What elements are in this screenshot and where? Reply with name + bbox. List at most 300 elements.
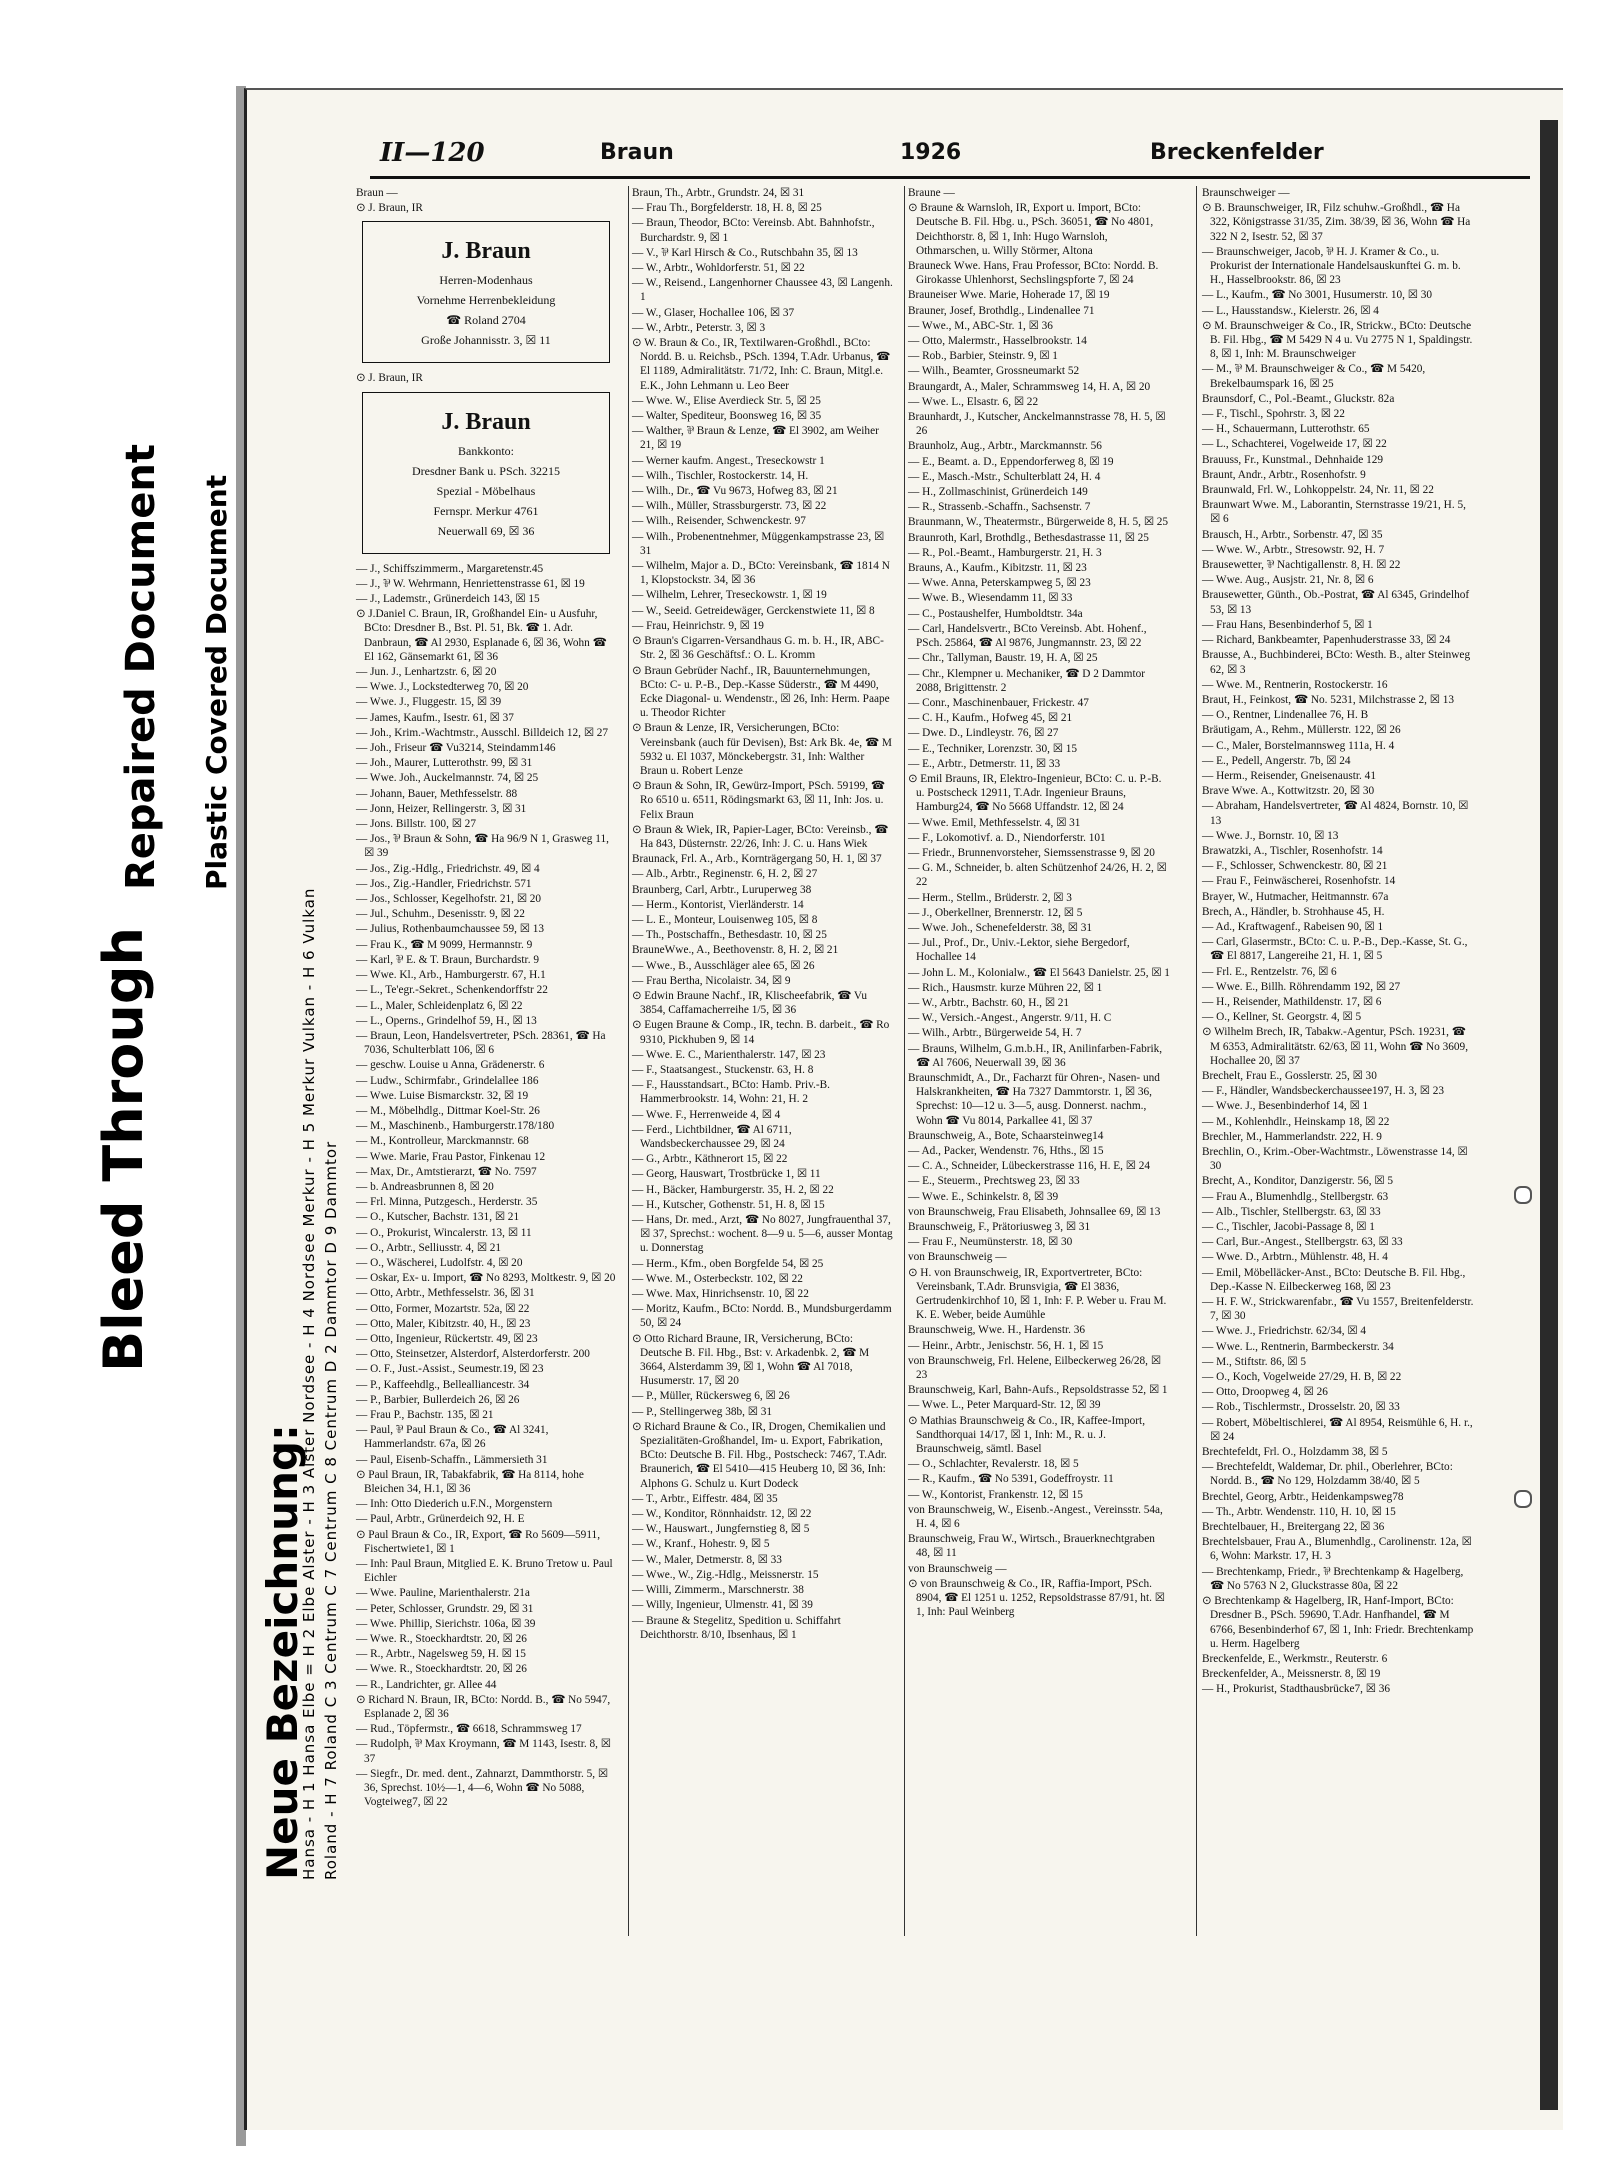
list-item: Brecht, A., Konditor, Danzigerstr. 56, ☒ 5 xyxy=(1202,1175,1394,1188)
list-item: — M., Kohlenhdlr., Heinskamp 18, ☒ 22 xyxy=(1202,1115,1390,1128)
list-item: — Inh: Otto Diederich u.F.N., Morgenstern xyxy=(356,1498,553,1511)
list-item: — Frau F., Neumünsterstr. 18, ☒ 30 xyxy=(908,1236,1073,1249)
list-item: — M., ⅌ M. Braunschweiger & Co., ☎ M 5420, Brekelbaumspark 16, ☒ 25 xyxy=(1202,363,1426,390)
list-item: — Otto, Former, Mozartstr. 52a, ☒ 22 xyxy=(356,1302,530,1315)
list-item: — R., Strassenb.-Schaffn., Sachsenstr. 7 xyxy=(908,501,1091,514)
header-rule xyxy=(370,176,1530,179)
list-item: Breckenfelder, A., Meissnerstr. 8, ☒ 19 xyxy=(1202,1668,1381,1681)
list-item: — Rob., Tischlermstr., Drosselstr. 20, ☒ 33 xyxy=(1202,1401,1400,1414)
list-item: Braunhardt, J., Kutscher, Anckelmannstrasse 78, H. 5, ☒ 26 xyxy=(908,411,1166,438)
list-item: — L., Maler, Schleidenplatz 6, ☒ 22 xyxy=(356,999,523,1012)
list-item: ⊙ Braun Gebrüder Nachf., IR, Bauunternehmungen, BCto: C- u. P.-B., Dep.-Kasse Süderstr., ☎ M 4490, Ecke Diagonal- u. Wendenstr., ☒ 26, Inh: Herm. Paape u. Theodor Richter xyxy=(632,664,890,720)
list-item: — Otto, Malermstr., Hasselbrookstr. 14 xyxy=(908,335,1087,348)
list-item: — F., Tischl., Spohrstr. 3, ☒ 22 xyxy=(1202,408,1345,421)
list-item: — Max, Dr., Amtstierarzt, ☎ No. 7597 xyxy=(356,1165,537,1178)
list-item: — Jul., Prof., Dr., Univ.-Lektor, siehe Bergedorf, Hochallee 14 xyxy=(908,937,1130,964)
page-header xyxy=(380,136,1530,176)
list-item: — W., Hauswart., Jungfernstieg 8, ☒ 5 xyxy=(632,1523,810,1536)
list-item: — Jos., Schlosser, Kegelhofstr. 21, ☒ 20 xyxy=(356,893,542,906)
list-item: — F., Hausstandsart., BCto: Hamb. Priv.-B. Hammerbrookstr. 14, Wohn: 21, H. 2 xyxy=(632,1079,830,1106)
list-item: ⊙ J. Braun, IR xyxy=(356,372,423,385)
side-note-neue: Neue Bezeichnung: xyxy=(258,1424,307,1880)
list-item: — O., Rentner, Lindenallee 76, H. B xyxy=(1202,709,1369,722)
list-item: — E., Beamt. a. D., Eppendorferweg 8, ☒ 19 xyxy=(908,455,1114,468)
list-item: — Frau K., ☎ M 9099, Hermannstr. 9 xyxy=(356,938,533,951)
list-item: Braunmann, W., Theatermstr., Bürgerweide 8, H. 5, ☒ 25 xyxy=(908,516,1169,529)
list-item: — Otto, Ingenieur, Rückertstr. 49, ☒ 23 xyxy=(356,1332,538,1345)
list-item: — Wwe. R., Stoeckhardtstr. 20, ☒ 26 xyxy=(356,1663,527,1676)
column-4 xyxy=(1202,186,1476,1698)
list-item: — Ferd., Lichtbildner, ☎ Al 6711, Wandsbeckerchaussee 29, ☒ 24 xyxy=(632,1123,792,1150)
ad-title: J. Braun xyxy=(441,238,531,265)
list-item: — O. F., Just.-Assist., Seumestr.19, ☒ 23 xyxy=(356,1363,544,1376)
list-item: — Johann, Bauer, Methfesselstr. 88 xyxy=(356,787,518,800)
list-item: — Jons. Billstr. 100, ☒ 27 xyxy=(356,818,476,831)
list-item: — R., Arbtr., Nagelsweg 59, H. ☒ 15 xyxy=(356,1648,526,1661)
list-item: — J., Oberkellner, Brennerstr. 12, ☒ 5 xyxy=(908,906,1083,919)
list-item: — Jonn, Heizer, Rellingerstr. 3, ☒ 31 xyxy=(356,802,527,815)
list-item: — Hans, Dr. med., Arzt, ☎ No 8027, Jungfrauenthal 37, ☒ 37, Sprechst.: wochent. 8—9 u. 5—6, ausser Montag u. Donnerstag xyxy=(632,1214,893,1255)
list-item: — H., Prokurist, Stadthausbrücke7, ☒ 36 xyxy=(1202,1683,1391,1696)
list-item: — W., Kranf., Hohestr. 9, ☒ 5 xyxy=(632,1538,770,1551)
list-item: — Dwe. D., Lindleystr. 76, ☒ 27 xyxy=(908,727,1059,740)
list-item: — Wilh., Müller, Strassburgerstr. 73, ☒ 22 xyxy=(632,500,827,513)
list-item: — E., Pedell, Angerstr. 7b, ☒ 24 xyxy=(1202,754,1351,767)
ad-line: Vornehme Herrenbekleidung xyxy=(416,293,556,308)
list-item: — Frl. Minna, Putzgesch., Herderstr. 35 xyxy=(356,1196,538,1209)
list-item: — F., Schlosser, Schwenckestr. 80, ☒ 21 xyxy=(1202,860,1388,873)
list-item: — Wwe. J., Besenbinderhof 14, ☒ 1 xyxy=(1202,1100,1369,1113)
list-item: — Inh: Paul Braun, Mitglied E. K. Bruno Tretow u. Paul Eichler xyxy=(356,1558,613,1585)
side-note-line2: Roland - H 7 Roland C 3 Centrum C 7 Centrum C 8 Centrum D 2 Dammtor D 9 Dammtor xyxy=(322,1140,340,1880)
list-item: ⊙ Edwin Braune Nachf., IR, Klischeefabrik, ☎ Vu 3854, Caffamacherreihe 1/5, ☒ 36 xyxy=(632,989,868,1017)
list-item: — Th., Postschaffn., Bethesdastr. 10, ☒ 25 xyxy=(632,929,827,942)
punch-hole xyxy=(1514,1186,1532,1204)
list-item: — Wwe. Kl., Arb., Hamburgerstr. 67, H.1 xyxy=(356,969,546,982)
list-item: — Carl, Bur.-Angest., Stellbergstr. 63, ☒ 33 xyxy=(1202,1236,1403,1249)
list-item: von Braunschweig, Frl. Helene, Eilbeckerweg 26/28, ☒ 23 xyxy=(908,1354,1161,1382)
list-item: — O., Schlachter, Revalerstr. 18, ☒ 5 xyxy=(908,1458,1079,1471)
list-item: — Willi, Zimmerm., Marschnerstr. 38 xyxy=(632,1584,804,1597)
list-item: — Otto, Maler, Kibitzstr. 40, H., ☒ 23 xyxy=(356,1317,531,1330)
list-item: — Wwe. J., Friedrichstr. 62/34, ☒ 4 xyxy=(1202,1325,1366,1338)
list-item: — Wwe. Luise Bismarckstr. 32, ☒ 19 xyxy=(356,1089,529,1102)
binding-strip xyxy=(1540,120,1558,2110)
list-item: — W., Maler, Detmerstr. 8, ☒ 33 xyxy=(632,1553,782,1566)
list-item: Brausse, A., Buchbinderei, BCto: Westh. B., alter Steinweg 62, ☒ 3 xyxy=(1202,649,1471,676)
column-divider xyxy=(628,186,629,1936)
list-item: — Wwe. E. C., Marienthalerstr. 147, ☒ 23 xyxy=(632,1048,826,1061)
list-item: — T., Arbtr., Eiffestr. 484, ☒ 35 xyxy=(632,1492,778,1505)
list-item: — Wwe. L., Rentnerin, Barmbeckerstr. 34 xyxy=(1202,1340,1394,1353)
list-item: — Wilh., Beamter, Grossneumarkt 52 xyxy=(908,365,1080,378)
list-item: — Wwe. M., Rentnerin, Rostockerstr. 16 xyxy=(1202,678,1388,691)
list-item: Breckenfelde, E., Werkmstr., Reuterstr. 6 xyxy=(1202,1652,1388,1665)
list-item: — Frau Th., Borgfelderstr. 18, H. 8, ☒ 25 xyxy=(632,202,822,215)
list-item: — Conr., Maschinenbauer, Frickestr. 47 xyxy=(908,696,1089,709)
list-item: Brausch, H., Arbtr., Sorbenstr. 47, ☒ 35 xyxy=(1202,528,1383,541)
list-item: ⊙ Braun & Lenze, IR, Versicherungen, BCto: Vereinsbank (auch für Devisen), Bst: Ark Bk. 4e, ☎ M 5932 u. El 1037, Mönckebergstr. 31, Inh: Walther Braun u. Robert Lenze xyxy=(632,722,892,777)
list-item: — Wwe. B., Wiesendamm 11, ☒ 33 xyxy=(908,592,1073,605)
list-item: ⊙ Richard Braune & Co., IR, Drogen, Chemikalien und Spezialitäten-Großhandel, Im- u. Export, Fabrikation, BCto: Deutsche B. Fil. Hbg., Postscheck: 7467, T.Adr. Braunerich, ☎ El 5410—415 Heuberg 10, ☒ 36, Inh: Alphons G. Schulz u. Kurt Dodeck xyxy=(632,1420,887,1490)
list-item: — Wwe. D., Arbtrn., Mühlenstr. 48, H. 4 xyxy=(1202,1251,1388,1264)
list-item: Brechler, M., Hammerlandstr. 222, H. 9 xyxy=(1202,1130,1382,1143)
ad-line: Bankkonto: xyxy=(458,443,514,458)
list-item: — Wwe. Anna, Peterskampweg 5, ☒ 23 xyxy=(908,577,1091,590)
list-item: Braunt, Andr., Arbtr., Rosenhofstr. 9 xyxy=(1202,468,1366,481)
list-item: — James, Kaufm., Isestr. 61, ☒ 37 xyxy=(356,711,514,724)
list-item: — Jos., Zig.-Hdlg., Friedrichstr. 49, ☒ 4 xyxy=(356,862,540,875)
list-item: — W., Reisend., Langenhorner Chaussee 43, ☒ Langenh. 1 xyxy=(632,277,893,304)
list-item: Braunschmidt, A., Dr., Facharzt für Ohren-, Nasen- und Halskrankheiten, ☎ Ha 7327 Dammtorstr. 1, ☒ 36, Sprechst: 10—12 u. 3—5, ausg. Donnerst. nachm., Wohn ☎ Vu 8014, Parkallee 41, ☒ 37 xyxy=(908,1071,1160,1127)
list-item: Braunschweiger — xyxy=(1202,187,1290,199)
list-item: — Wwe., W., Zig.-Hdlg., Meissnerstr. 15 xyxy=(632,1568,819,1581)
list-item: — Ad., Kraftwagenf., Rabeisen 90, ☒ 1 xyxy=(1202,920,1384,933)
list-item: — Brechtenkamp, Friedr., ⅌ Brechtenkamp & Hagelberg, ☎ No 5763 N 2, Gluckstrasse 80a, ☒ 22 xyxy=(1202,1565,1464,1592)
list-item: — C. A., Schneider, Lübeckerstrasse 116, H. E, ☒ 24 xyxy=(908,1160,1151,1173)
list-item: ⊙ Braun's Cigarren-Versandhaus G. m. b. H., IR, ABC-Str. 2, ☒ 36 Geschäftsf.: O. L. Kromm xyxy=(632,635,884,662)
ad-line: ☎ Roland 2704 xyxy=(446,313,526,328)
list-item: Brechtelbauer, H., Breitergang 22, ☒ 36 xyxy=(1202,1521,1385,1534)
list-item: — Walther, ⅌ Braun & Lenze, ☎ El 3902, am Weiher 21, ☒ 19 xyxy=(632,425,879,452)
list-item: Braunberg, Carl, Arbtr., Luruperweg 38 xyxy=(632,883,812,896)
list-item: — J., Schiffszimmerm., Margaretenstr.45 xyxy=(356,562,544,575)
list-item: — L., Schachterei, Vogelweide 17, ☒ 22 xyxy=(1202,438,1387,451)
list-item: — C., Postaushelfer, Humboldtstr. 34a xyxy=(908,607,1083,620)
list-item: — Emil, Möbelläcker-Anst., BCto: Deutsche B. Fil. Hbg., Dep.-Kasse N. Eilbeckerweg 168, ☒ 23 xyxy=(1202,1266,1466,1293)
list-item: — Wwe. Joh., Schenefelderstr. 38, ☒ 31 xyxy=(908,921,1093,934)
list-item: — Wwe. Marie, Frau Pastor, Finkenau 12 xyxy=(356,1150,546,1163)
list-item: — Jos., Zig.-Handler, Friedrichstr. 571 xyxy=(356,877,532,890)
header-left-word: Braun xyxy=(600,140,674,165)
list-item: — O., Prokurist, Wincalerstr. 13, ☒ 11 xyxy=(356,1226,532,1239)
list-item: ⊙ Paul Braun & Co., IR, Export, ☎ Ro 5609—5911, Fischertwiete1, ☒ 1 xyxy=(356,1528,601,1555)
list-item: Braunroth, Karl, Brothdlg., Bethesdastrasse 11, ☒ 25 xyxy=(908,531,1149,544)
list-item: Braunschweig, Wwe. H., Hardenstr. 36 xyxy=(908,1324,1086,1337)
ad-line: Neuerwall 69, ☒ 36 xyxy=(437,523,535,538)
list-item: — Wwe. E., Billh. Röhrendamm 192, ☒ 27 xyxy=(1202,980,1401,993)
list-item: — Chr., Klempner u. Mechaniker, ☎ D 2 Dammtor 2088, Brigittenstr. 2 xyxy=(908,667,1145,694)
list-item: ⊙ Emil Brauns, IR, Elektro-Ingenieur, BCto: C. u. P.-B. u. Postscheck 12911, T.Adr. Ingenieur Brauns, Hamburg24, ☎ No 5668 Uffandstr. 12, ☒ 24 xyxy=(908,772,1162,814)
list-item: Braune — xyxy=(908,187,955,199)
list-item: — Wwe., B., Ausschläger alee 65, ☒ 26 xyxy=(632,959,815,972)
column-divider xyxy=(1196,186,1197,1936)
column-divider xyxy=(904,186,905,1936)
list-item: Brausewetter, ⅌ Nachtigallenstr. 8, H. ☒ 22 xyxy=(1202,559,1401,572)
punch-hole xyxy=(1514,1490,1532,1508)
list-item: — Wwe. W., Elise Averdieck Str. 5, ☒ 25 xyxy=(632,394,821,407)
list-item: — Braune & Stegelitz, Spedition u. Schiffahrt Deichthorstr. 8/10, Ibsenhaus, ☒ 1 xyxy=(632,1614,841,1641)
list-item: — Herm., Kfm., oben Borgfelde 54, ☒ 25 xyxy=(632,1257,824,1270)
list-item: Brechtel, Georg, Arbtr., Heidenkampsweg78 xyxy=(1202,1490,1404,1503)
list-item: — Wilh., Dr., ☎ Vu 9673, Hofweg 83, ☒ 21 xyxy=(632,485,838,498)
list-item: — Wilh., Tischler, Rostockerstr. 14, H. xyxy=(632,469,809,482)
list-item: — Joh., Friseur ☎ Vu3214, Steindamm146 xyxy=(356,742,556,755)
ad-line: Dresdner Bank u. PSch. 32215 xyxy=(412,463,560,478)
list-item: — Wwe. W., Arbtr., Stresowstr. 92, H. 7 xyxy=(1202,543,1385,556)
list-item: — Jos., ⅌ Braun & Sohn, ☎ Ha 96/9 N 1, Grasweg 11, ☒ 39 xyxy=(356,833,609,860)
list-item: — Julius, Rothenbaumchaussee 59, ☒ 13 xyxy=(356,923,545,936)
ad-line: Herren-Modenhaus xyxy=(439,273,533,288)
list-item: — Werner kaufm. Angest., Treseckowstr 1 xyxy=(632,454,825,467)
list-item: ⊙ Mathias Braunschweig & Co., IR, Kaffee-Import, Sandthorquai 14/17, ☒ 1, Inh: M., R. u. J. Braunschweig, sämtl. Basel xyxy=(908,1414,1146,1456)
list-item: — Herm., Stellm., Brüderstr. 2, ☒ 3 xyxy=(908,891,1072,904)
side-note-line1: Hansa - H 1 Hansa Elbe = H 2 Elbe Alster - H 3 Alster Nordsee - H 4 Nordsee Merkur - H 5 Merkur Vulkan - H 6 Vulkan xyxy=(300,887,318,1880)
side-note-plastic: Plastic Covered Document xyxy=(200,474,233,890)
list-item: ⊙ Braune & Warnsloh, IR, Export u. Import, BCto: Deutsche B. Fil. Hbg. u., PSch. 36051, ☎ No 4801, Deichthorstr. 8, ☒ 1, Inh: Hugo Warnsloh, Othmarschen, u. Willy Störmer, Altona xyxy=(908,202,1154,257)
list-item: — Richard, Bankbeamter, Papenhuderstrasse 33, ☒ 24 xyxy=(1202,634,1451,647)
list-item: — Wwe. F., Herrenweide 4, ☒ 4 xyxy=(632,1108,781,1121)
list-item: ⊙ Richard N. Braun, IR, BCto: Nordd. B., ☎ No 5947, Esplanade 2, ☒ 36 xyxy=(356,1693,611,1721)
ad-line: Fernspr. Merkur 4761 xyxy=(433,503,539,518)
list-item: — Wwe. E., Schinkelstr. 8, ☒ 39 xyxy=(908,1190,1059,1203)
list-item: — Braun, Leon, Handelsvertreter, PSch. 28361, ☎ Ha 7036, Schulterblatt 106, ☒ 6 xyxy=(356,1029,606,1057)
list-item: — Joh., Maurer, Lutterothstr. 99, ☒ 31 xyxy=(356,757,533,770)
ad-line: Große Johannisstr. 3, ☒ 11 xyxy=(421,333,551,348)
list-item: Brauneck Wwe. Hans, Frau Professor, BCto: Nordd. B. Girokasse Uhlenhorst, Sechslingspforte 7, ☒ 24 xyxy=(908,260,1159,287)
column-3 xyxy=(908,186,1170,1621)
list-item: — Braun, Theodor, BCto: Vereinsb. Abt. Bahnhofstr., Burchardstr. 9, ☒ 1 xyxy=(632,217,875,244)
list-item: — Frl. E., Rentzelstr. 76, ☒ 6 xyxy=(1202,965,1337,978)
list-item: — O., Kellner, St. Georgstr. 4, ☒ 5 xyxy=(1202,1011,1362,1024)
list-item: Bräutigam, A., Rehm., Müllerstr. 122, ☒ 26 xyxy=(1202,724,1401,737)
list-item: — M., Möbelhdlg., Dittmar Koel-Str. 26 xyxy=(356,1104,540,1117)
side-note-repaired: Repaired Document xyxy=(118,444,164,890)
list-item: — Rud., Töpfermstr., ☎ 6618, Schrammsweg 17 xyxy=(356,1723,582,1736)
list-item: — W., Arbtr., Peterstr. 3, ☒ 3 xyxy=(632,321,766,334)
list-item: — Paul, Eisenb-Schaffn., Lämmersieth 31 xyxy=(356,1453,548,1466)
list-item: ⊙ Braun & Sohn, IR, Gewürz-Import, PSch. 59199, ☎ Ro 6510 u. 6511, Rödingsmarkt 63, ☒ 11, Inh: Jos. u. Felix Braun xyxy=(632,780,885,821)
list-item: — C., Tischler, Jacobi-Passage 8, ☒ 1 xyxy=(1202,1221,1375,1234)
header-year: 1926 xyxy=(900,140,962,165)
list-item: Brechelt, Frau E., Gosslerstr. 25, ☒ 30 xyxy=(1202,1069,1377,1082)
list-item: von Braunschweig — xyxy=(908,1562,1007,1575)
list-item: — Ad., Packer, Wendenstr. 76, Hths., ☒ 15 xyxy=(908,1145,1104,1157)
list-item: — J., ⅌ W. Wehrmann, Henriettenstrasse 61, ☒ 19 xyxy=(356,577,585,590)
list-item: — Willy, Ingenieur, Ulmenstr. 41, ☒ 39 xyxy=(632,1599,813,1612)
list-item: — H., Kutscher, Gothenstr. 51, H. 8, ☒ 15 xyxy=(632,1198,825,1211)
list-item: — L., Operns., Grindelhof 59, H., ☒ 13 xyxy=(356,1014,537,1027)
list-item: Brayer, W., Hutmacher, Heitmannstr. 67a xyxy=(1202,890,1389,903)
list-item: — Ludw., Schirmfabr., Grindelallee 186 xyxy=(356,1074,539,1087)
list-item: — John L. M., Kolonialw., ☎ El 5643 Danielstr. 25, ☒ 1 xyxy=(908,966,1170,979)
list-item: — Brechtefeldt, Waldemar, Dr. phil., Oberlehrer, BCto: Nordd. B., ☎ No 129, Holzdamm 38/40, ☒ 5 xyxy=(1202,1461,1453,1488)
ad-line: Spezial - Möbelhaus xyxy=(436,483,536,498)
list-item: Braunholz, Aug., Arbtr., Marckmannstr. 56 xyxy=(908,440,1102,453)
list-item: — H., Bäcker, Hamburgerstr. 35, H. 2, ☒ 22 xyxy=(632,1183,834,1196)
list-item: — Chr., Tallyman, Baustr. 19, H. A, ☒ 25 xyxy=(908,652,1098,665)
list-item: — Wwe. M., Osterbeckstr. 102, ☒ 22 xyxy=(632,1272,803,1285)
list-item: — W., Glaser, Hochallee 106, ☒ 37 xyxy=(632,306,795,319)
list-item: Braunack, Frl. A., Arb., Kornträgergang 50, H. 1, ☒ 37 xyxy=(632,853,882,866)
advertisement-box xyxy=(362,392,610,554)
list-item: — Oskar, Ex- u. Import, ☎ No 8293, Moltkestr. 9, ☒ 20 xyxy=(356,1272,616,1285)
list-item: — E., Masch.-Mstr., Schulterblatt 24, H. 4 xyxy=(908,470,1101,483)
list-item: — O., Arbtr., Selliusstr. 4, ☒ 21 xyxy=(356,1241,502,1254)
list-item: — Frau F., Feinwäscherei, Rosenhofstr. 14 xyxy=(1202,875,1396,888)
list-item: — Otto, Arbtr., Methfesselstr. 36, ☒ 31 xyxy=(356,1287,535,1300)
list-item: — Wwe. Pauline, Marienthalerstr. 21a xyxy=(356,1587,530,1600)
list-item: Braut, H., Feinkost, ☎ No. 5231, Milchstrasse 2, ☒ 13 xyxy=(1202,693,1455,706)
list-item: — Herm., Reisender, Gneisenaustr. 41 xyxy=(1202,769,1376,782)
list-item: — Jun. J., Lenhartzstr. 6, ☒ 20 xyxy=(356,666,497,679)
list-item: — P., Stellingerweg 38b, ☒ 31 xyxy=(632,1405,773,1418)
list-item: — Wilhelm, Major a. D., BCto: Vereinsbank, ☎ 1814 N 1, Klopstockstr. 34, ☒ 36 xyxy=(632,560,890,587)
list-item: ⊙ J.Daniel C. Braun, IR, Großhandel Ein- u Ausfuhr, BCto: Dresdner B., Bst. Pl. 51, Bk. ☎ 1. Adr. Danbraun, ☎ Al 2930, Esplanade 6, ☒ 36, Wohn ☎ El 162, Gänsemarkt 61, ☒ 36 xyxy=(356,608,607,663)
list-item: ⊙ Braun & Wiek, IR, Papier-Lager, BCto: Vereinsb., ☎ Ha 843, Düsternstr. 22/26, Inh: J. C. u. Hans Wiek xyxy=(632,823,889,850)
list-item: — geschw. Louise u Anna, Grädenerstr. 6 xyxy=(356,1059,545,1072)
list-item: BrauneWwe., A., Beethovenstr. 8, H. 2, ☒ 21 xyxy=(632,944,839,957)
list-item: — Karl, ⅌ E. & T. Braun, Burchardstr. 9 xyxy=(356,953,539,966)
list-item: — Walter, Spediteur, Boonsweg 16, ☒ 35 xyxy=(632,410,822,423)
list-item: — W., Arbtr., Bachstr. 60, H., ☒ 21 xyxy=(908,996,1070,1009)
list-item: — Otto, Steinsetzer, Alsterdorf, Alsterdorferstr. 200 xyxy=(356,1348,590,1361)
list-item: ⊙ Otto Richard Braune, IR, Versicherung, BCto: Deutsche B. Fil. Hbg., Bst: v. Arkadenbk. 2, ☎ M 3664, Alsterdamm 39, ☒ 1, Wohn ☎ Al 7018, Husumerstr. 17, ☒ 20 xyxy=(632,1332,870,1388)
page-number: II—120 xyxy=(380,138,485,168)
list-item: — Th., Arbtr. Wendenstr. 110, H. 10, ☒ 15 xyxy=(1202,1505,1396,1518)
list-item: — Wwe. Emil, Methfesselstr. 4, ☒ 31 xyxy=(908,816,1081,829)
list-item: — Wwe. J., Fluggestr. 15, ☒ 39 xyxy=(356,696,502,709)
list-item: — Wwe. J., Lockstedterweg 70, ☒ 20 xyxy=(356,681,529,694)
list-item: — F., Lokomotivf. a. D., Niendorferstr. 101 xyxy=(908,831,1106,844)
side-note-bleed: Bleed Through xyxy=(92,927,155,1372)
list-item: — Frau Bertha, Nicolaistr. 34, ☒ 9 xyxy=(632,974,791,987)
list-item: — b. Andreasbrunnen 8, ☒ 20 xyxy=(356,1180,494,1193)
list-item: — Wwe. Phillip, Sierichstr. 106a, ☒ 39 xyxy=(356,1617,536,1630)
list-item: ⊙ B. Braunschweiger, IR, Filz schuhw.-Großhdl., ☎ Ha 322, Königstrasse 31/35, Zim. 38/39, ☒ 36, Wohn ☎ Ha 322 N 2, Isestr. 52, ☒ 37 xyxy=(1202,202,1471,243)
list-item: — Friedr., Brunnenvorsteher, Siemssenstrasse 9, ☒ 20 xyxy=(908,846,1155,859)
list-item: — Paul, Arbtr., Grünerdeich 92, H. E xyxy=(356,1513,525,1526)
list-item: — H., Zollmaschinist, Grünerdeich 149 xyxy=(908,486,1088,499)
list-item: Brauns, A., Kaufm., Kibitzstr. 11, ☒ 23 xyxy=(908,562,1087,575)
header-right-word: Breckenfelder xyxy=(1150,140,1324,165)
list-item: Brauneiser Wwe. Marie, Hoherade 17, ☒ 19 xyxy=(908,289,1110,302)
list-item: — Alb., Tischler, Stellbergstr. 63, ☒ 33 xyxy=(1202,1205,1381,1218)
list-item: — Alb., Arbtr., Reginenstr. 6, H. 2, ☒ 27 xyxy=(632,868,818,881)
list-item: — P., Kaffeehdlg., Bellealliancestr. 34 xyxy=(356,1378,530,1391)
list-item: Brawatzki, A., Tischler, Rosenhofstr. 14 xyxy=(1202,844,1383,857)
list-item: — Wwe. J., Bornstr. 10, ☒ 13 xyxy=(1202,829,1339,842)
list-item: Braunschweig, A., Bote, Schaarsteinweg14 xyxy=(908,1129,1104,1142)
list-item: Braunschweig, Karl, Bahn-Aufs., Repsoldstrasse 52, ☒ 1 xyxy=(908,1384,1168,1397)
list-item: — R., Kaufm., ☎ No 5391, Godeffroystr. 11 xyxy=(908,1473,1114,1486)
list-item: — M., Kontrolleur, Marckmannstr. 68 xyxy=(356,1135,529,1148)
list-item: von Braunschweig — xyxy=(908,1251,1007,1264)
list-item: — G., Arbtr., Käthnerort 15, ☒ 22 xyxy=(632,1153,788,1166)
list-item: — R., Landrichter, gr. Allee 44 xyxy=(356,1678,497,1691)
list-item: — Wwe. Joh., Auckelmannstr. 74, ☒ 25 xyxy=(356,772,539,785)
list-item: Brechtefeldt, Frl. O., Holzdamm 38, ☒ 5 xyxy=(1202,1446,1388,1459)
list-item: ⊙ Paul Braun, IR, Tabakfabrik, ☎ Ha 8114, hohe Bleichen 34, H.1, ☒ 36 xyxy=(356,1468,584,1495)
list-item: — O., Kutscher, Bachstr. 131, ☒ 21 xyxy=(356,1211,520,1224)
list-item: — H., Reisender, Mathildenstr. 17, ☒ 6 xyxy=(1202,995,1382,1008)
list-item: — Carl, Handelsvertr., BCto Vereinsb. Abt. Hohenf., PSch. 25864, ☎ Al 9876, Jungmannstr. 23, ☒ 22 xyxy=(908,622,1147,650)
list-item: Brauuss, Fr., Kunstmal., Dehnhaide 129 xyxy=(1202,453,1384,466)
list-item: — O., Koch, Vogelweide 27/29, H. B, ☒ 22 xyxy=(1202,1371,1402,1384)
list-item: — Wilh., Reisender, Schwenckestr. 97 xyxy=(632,515,806,528)
list-item: — Frau A., Blumenhdlg., Stellbergstr. 63 xyxy=(1202,1190,1389,1203)
list-item: — Otto, Droopweg 4, ☒ 26 xyxy=(1202,1386,1328,1399)
list-item: — G. M., Schneider, b. alten Schützenhof 24/26, H. 2, ☒ 22 xyxy=(908,862,1167,889)
list-item: ⊙ von Braunschweig & Co., IR, Raffia-Import, PSch. 8904, ☎ El 1251 u. 1252, Repsoldstrasse 87/91, ht. ☒ 1, Inh: Paul Weinberg xyxy=(908,1577,1165,1619)
list-item: — W., Kontorist, Frankenstr. 12, ☒ 15 xyxy=(908,1488,1083,1501)
list-item: — L., Hausstandsw., Kielerstr. 26, ☒ 4 xyxy=(1202,304,1379,317)
list-item: Brech, A., Händler, b. Strohhause 45, H. xyxy=(1202,905,1385,918)
list-item: ⊙ M. Braunschweiger & Co., IR, Strickw., BCto: Deutsche B. Fil. Hbg., ☎ M 5429 N 4 u. Vu 2775 N 1, Spaldingstr. 8, ☒ 1, Inh: M. Braunschweiger xyxy=(1202,319,1473,361)
list-item: Braun, Th., Arbtr., Grundstr. 24, ☒ 31 xyxy=(632,187,805,199)
list-item: — Frau, Heinrichstr. 9, ☒ 19 xyxy=(632,619,764,632)
list-item: — M., Maschinenb., Hamburgerstr.178/180 xyxy=(356,1120,555,1133)
list-item: — F., Staatsangest., Stuckenstr. 63, H. 8 xyxy=(632,1063,814,1076)
list-item: — Wwe. Max, Hinrichsenstr. 10, ☒ 22 xyxy=(632,1288,809,1301)
list-item: — Wwe. Aug., Ausjstr. 21, Nr. 8, ☒ 6 xyxy=(1202,574,1374,587)
list-item: — Braunschweiger, Jacob, ⅌ H. J. Kramer & Co., u. Prokurist der Internationale Handelsauskunftei G. m. b. H., Hasselbrookstr. 86, ☒ 23 xyxy=(1202,245,1461,287)
list-item: — P., Barbier, Bullerdeich 26, ☒ 26 xyxy=(356,1393,520,1406)
list-item: — E., Arbtr., Detmerstr. 11, ☒ 33 xyxy=(908,757,1061,770)
list-item: Braunwart Wwe. M., Laborantin, Sternstrasse 19/21, H. 5, ☒ 6 xyxy=(1202,499,1466,526)
list-item: Brave Wwe. A., Kottwitzstr. 20, ☒ 30 xyxy=(1202,785,1375,798)
list-item: Brausewetter, Günth., Ob.-Postrat, ☎ Al 6345, Grindelhof 53, ☒ 13 xyxy=(1202,589,1470,616)
list-item: Brechlin, O., Krim.-Ober-Wachtmstr., Löwenstrasse 14, ☒ 30 xyxy=(1202,1146,1468,1173)
list-item: — O., Wäscherei, Ludolfstr. 4, ☒ 20 xyxy=(356,1256,523,1269)
list-item: — Carl, Glasermstr., BCto: C. u. P.-B., Dep.-Kasse, St. G., ☎ El 8817, Langereihe 21, H. 1, ☒ 5 xyxy=(1202,936,1468,963)
list-item: — W., Arbtr., Wohldorferstr. 51, ☒ 22 xyxy=(632,262,805,275)
list-item: — Frau Hans, Besenbinderhof 5, ☒ 1 xyxy=(1202,618,1373,631)
list-item: — Wilhelm, Lehrer, Treseckowstr. 1, ☒ 19 xyxy=(632,589,827,602)
list-item: — P., Müller, Rückersweg 6, ☒ 26 xyxy=(632,1390,790,1403)
list-item: — Paul, ⅌ Paul Braun & Co., ☎ Al 3241, Hammerlandstr. 67a, ☒ 26 xyxy=(356,1424,549,1451)
list-item: ⊙ Eugen Braune & Comp., IR, techn. B. darbeit., ☎ Ro 9310, Pickhuben 9, ☒ 14 xyxy=(632,1019,890,1046)
list-item: — Wwe., M., ABC-Str. 1, ☒ 36 xyxy=(908,319,1053,332)
list-item: — C., Maler, Borstelmannsweg 111a, H. 4 xyxy=(1202,739,1395,752)
list-item: — Robert, Möbeltischlerei, ☎ Al 8954, Reismühle 6, H. r., ☒ 24 xyxy=(1202,1416,1473,1443)
list-item: — Rich., Hausmstr. kurze Mühren 22, ☒ 1 xyxy=(908,981,1103,994)
list-item: — Wwe. R., Stoeckhardtstr. 20, ☒ 26 xyxy=(356,1633,527,1646)
list-item: von Braunschweig, Frau Elisabeth, Johnsallee 69, ☒ 13 xyxy=(908,1205,1161,1218)
list-item: — H., Schauermann, Lutterothstr. 65 xyxy=(1202,423,1370,436)
list-item: — F., Händler, Wandsbeckerchaussee197, H. 3, ☒ 23 xyxy=(1202,1085,1445,1098)
list-item: — Georg, Hauswart, Trostbrücke 1, ☒ 11 xyxy=(632,1168,821,1181)
list-item: — Joh., Krim.-Wachtmstr., Ausschl. Billdeich 12, ☒ 27 xyxy=(356,726,609,739)
list-item: Braungardt, A., Maler, Schrammsweg 14, H. A, ☒ 20 xyxy=(908,380,1151,393)
list-item: — Siegfr., Dr. med. dent., Zahnarzt, Dammthorstr. 5, ☒ 36, Sprechst. 10½—1, 4—6, Wohn ☎ No 5088, Vogteiweg7, ☒ 22 xyxy=(356,1767,609,1809)
list-item: — W., Seeid. Getreidewäger, Gerckenstwiete 11, ☒ 8 xyxy=(632,604,875,617)
list-item: — Jul., Schuhm., Desenisstr. 9, ☒ 22 xyxy=(356,908,525,921)
list-item: — W., Versich.-Angest., Angerstr. 9/11, H. C xyxy=(908,1012,1112,1025)
list-item: Braunsdorf, C., Pol.-Beamt., Gluckstr. 82a xyxy=(1202,392,1395,405)
list-item: Braun — xyxy=(356,187,398,199)
list-item: — Wilh., Arbtr., Bürgerweide 54, H. 7 xyxy=(908,1027,1082,1040)
list-item: — W., Konditor, Rönnhaidstr. 12, ☒ 22 xyxy=(632,1508,812,1521)
list-item: von Braunschweig, W., Eisenb.-Angest., Vereinsstr. 54a, H. 4, ☒ 6 xyxy=(908,1503,1163,1531)
list-item: — H. F. W., Strickwarenfabr., ☎ Vu 1557, Breitenfelderstr. 7, ☒ 30 xyxy=(1202,1296,1474,1323)
column-1 xyxy=(356,186,618,1810)
list-item: — Herm., Kontorist, Vierländerstr. 14 xyxy=(632,898,804,911)
list-item: — Brauns, Wilhelm, G.m.b.H., IR, Anilinfarben-Fabrik, ☎ Al 7606, Neuerwall 39, ☒ 36 xyxy=(908,1042,1163,1069)
list-item: — E., Steuerm., Prechtsweg 23, ☒ 33 xyxy=(908,1175,1080,1188)
list-item: — R., Pol.-Beamt., Hamburgerstr. 21, H. 3 xyxy=(908,546,1102,559)
list-item: — L. E., Monteur, Louisenweg 105, ☒ 8 xyxy=(632,913,818,926)
list-item: — Moritz, Kaufm., BCto: Nordd. B., Mundsburgerdamm 50, ☒ 24 xyxy=(632,1303,892,1330)
list-item: — L., Kaufm., ☎ No 3001, Husumerstr. 10, ☒ 30 xyxy=(1202,289,1433,302)
column-2 xyxy=(632,186,894,1643)
list-item: — Rudolph, ⅌ Max Kroymann, ☎ M 1143, Isestr. 8, ☒ 37 xyxy=(356,1738,611,1765)
advertisement-box xyxy=(362,221,610,363)
ad-title: J. Braun xyxy=(441,408,531,435)
list-item: ⊙ H. von Braunschweig, IR, Exportvertreter, BCto: Vereinsbank, T.Adr. Brunsvigia, ☎ El 3836, Gertrudenkirchhof 10, ☒ 1, Inh: F. P. Weber u. Frau M. K. E. Weber, beide Aumühle xyxy=(908,1266,1167,1322)
list-item: Braunschweig, Frau W., Wirtsch., Brauerknechtgraben 48, ☒ 11 xyxy=(908,1533,1155,1560)
list-item: ⊙ Brechtenkamp & Hagelberg, IR, Hanf-Import, BCto: Dresdner B., PSch. 59690, T.Adr. Hanfhandel, ☎ M 6766, Besenbinderhof 67, ☒ 1, Inh: Friedr. Brechtenkamp u. Herm. Hagelberg xyxy=(1202,1595,1474,1650)
